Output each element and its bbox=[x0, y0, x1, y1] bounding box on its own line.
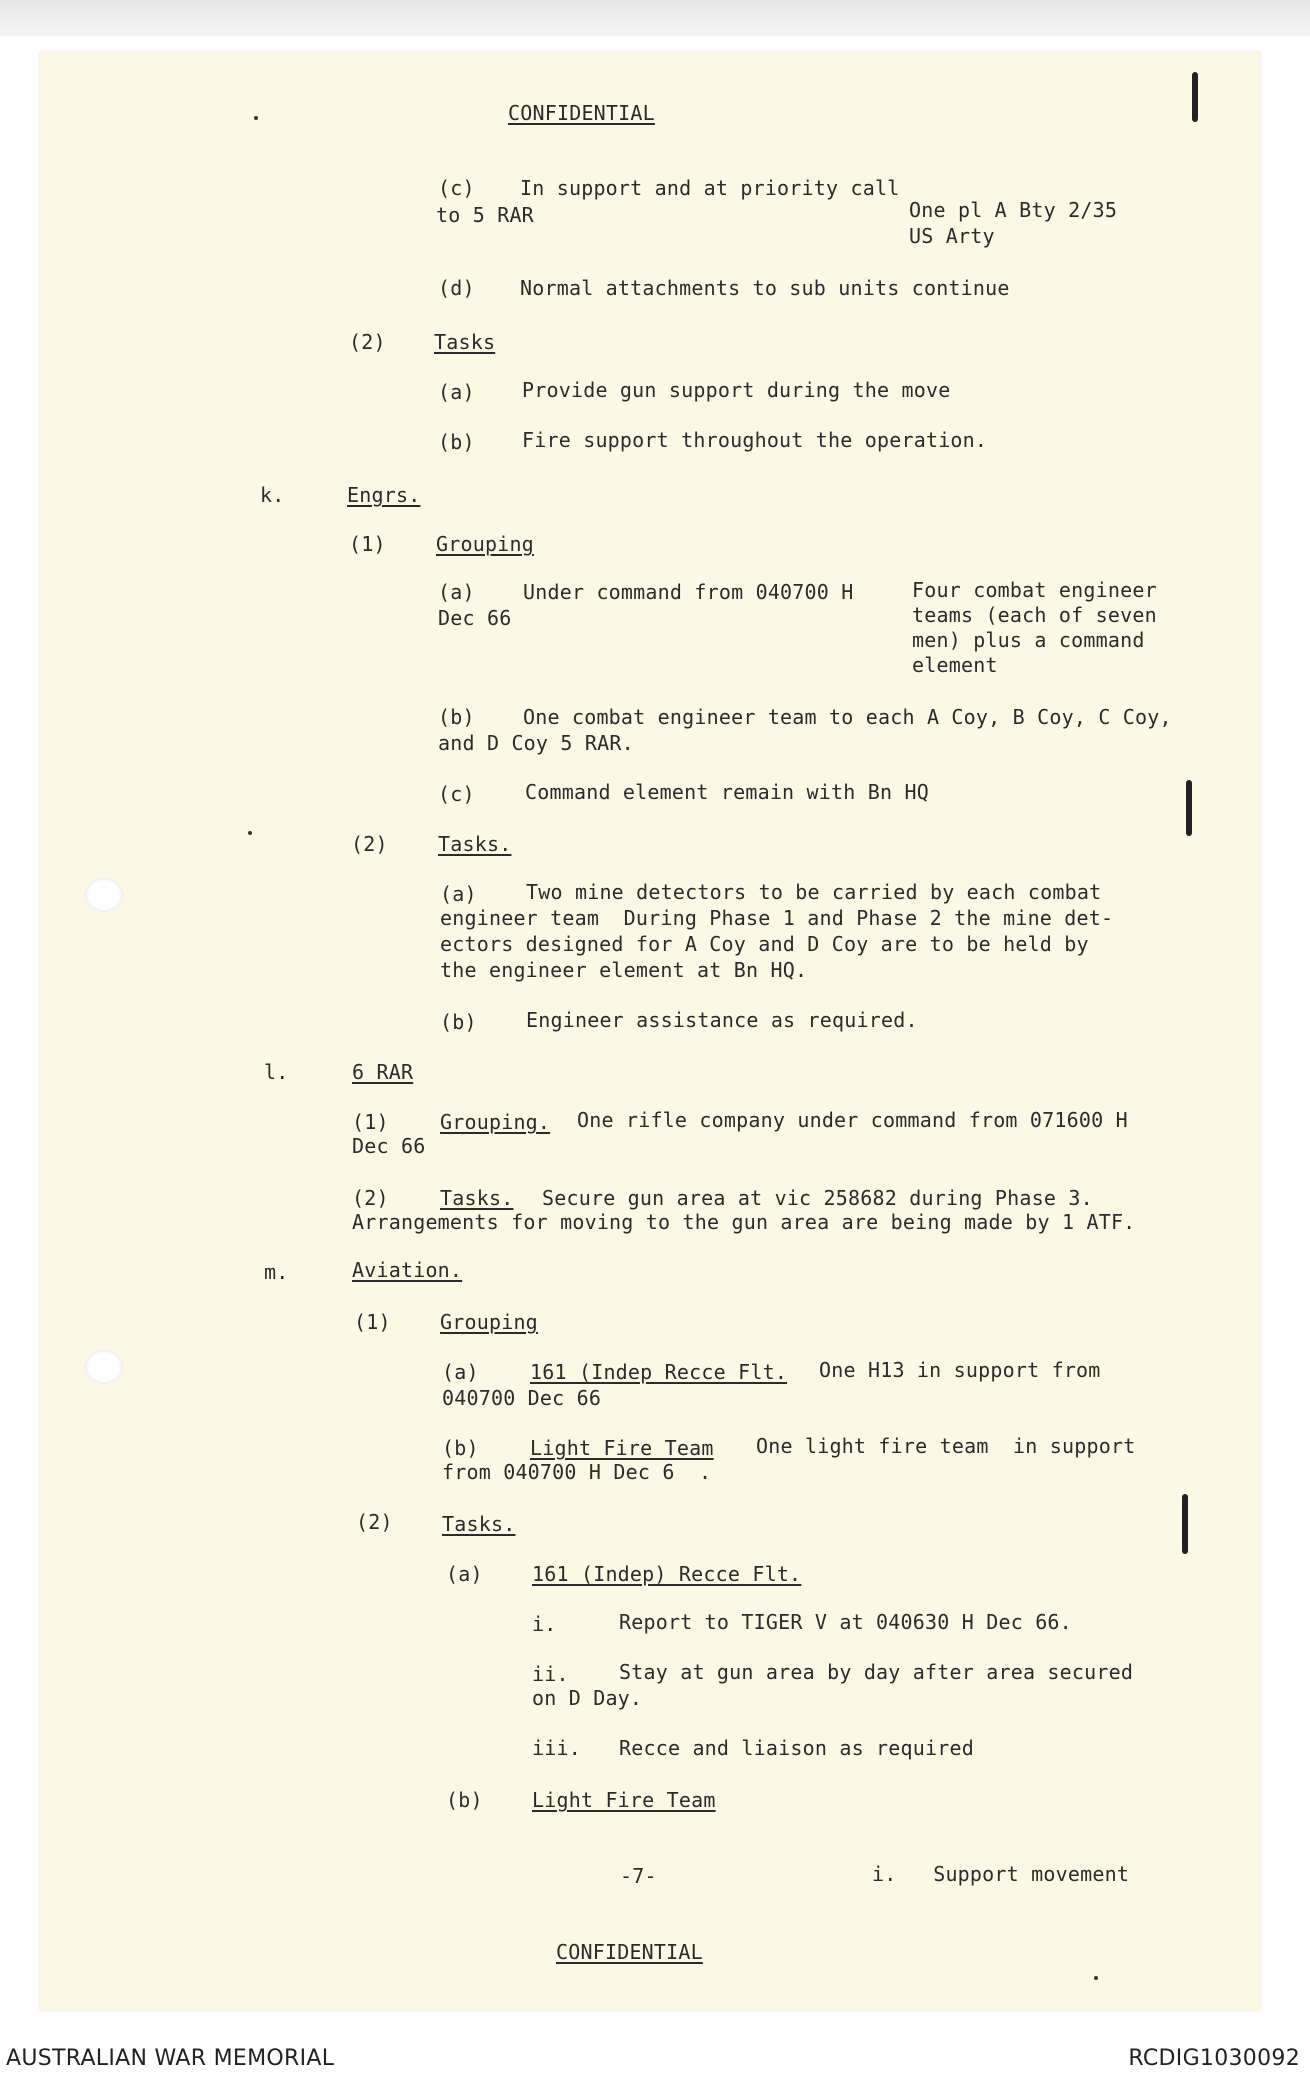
rar6-grouping-text-continued: Dec 66 bbox=[352, 1134, 426, 1158]
item-d-number: (d) bbox=[438, 276, 475, 300]
engrs-tasks-number: (2) bbox=[351, 832, 388, 856]
task-a-text: Provide gun support during the move bbox=[522, 378, 951, 402]
engrs-a-text-continued: Dec 66 bbox=[438, 606, 512, 630]
ink-mark bbox=[1192, 72, 1198, 122]
ink-dot bbox=[254, 116, 258, 120]
engrs-grouping-number: (1) bbox=[349, 532, 386, 556]
section-k-letter: k. bbox=[260, 483, 285, 507]
engrs-task-b-text: Engineer assistance as required. bbox=[526, 1008, 918, 1032]
scan-border bbox=[0, 0, 1310, 36]
aviation-a-text-continued: 040700 Dec 66 bbox=[442, 1386, 602, 1410]
aviation-a-number: (a) bbox=[442, 1360, 479, 1384]
engrs-b-number: (b) bbox=[438, 705, 475, 729]
section-l-letter: l. bbox=[264, 1060, 289, 1084]
item-c-number: (c) bbox=[438, 176, 475, 200]
engrs-a-text: Under command from 040700 H bbox=[523, 580, 854, 604]
rar6-tasks-text: Secure gun area at vic 258682 during Phase 3. bbox=[542, 1186, 1093, 1210]
item-d-text: Normal attachments to sub units continue bbox=[520, 276, 1010, 300]
engrs-task-a-number: (a) bbox=[440, 882, 477, 906]
task-a-number: (a) bbox=[438, 380, 475, 404]
section-m-title: Aviation. bbox=[352, 1258, 463, 1282]
archive-label: AUSTRALIAN WAR MEMORIAL bbox=[6, 2046, 335, 2071]
ink-dot bbox=[248, 831, 252, 835]
subitem-ii-text-continued: on D Day. bbox=[532, 1686, 643, 1710]
subitem-ii-number: ii. bbox=[532, 1662, 569, 1686]
engrs-task-a-text-4: the engineer element at Bn HQ. bbox=[440, 958, 808, 982]
tasks-heading: Tasks bbox=[434, 330, 496, 354]
task-b-number: (b) bbox=[438, 430, 475, 454]
archive-id: RCDIG1030092 bbox=[1128, 2046, 1300, 2071]
rar6-tasks-text-continued: Arrangements for moving to the gun area are being made by 1 ATF. bbox=[352, 1210, 1136, 1234]
subitem-ii-text: Stay at gun area by day after area secured bbox=[619, 1660, 1134, 1684]
rar6-grouping-text: One rifle company under command from 071600 H bbox=[577, 1108, 1128, 1132]
engrs-a-resource-2: teams (each of seven bbox=[912, 603, 1157, 627]
engrs-a-resource-4: element bbox=[912, 653, 998, 677]
aviation-task-a-number: (a) bbox=[446, 1562, 483, 1586]
aviation-b-heading: Light Fire Team bbox=[530, 1436, 714, 1460]
engrs-a-resource-3: men) plus a command bbox=[912, 628, 1145, 652]
item-c-resource-continued: US Arty bbox=[909, 224, 995, 248]
engrs-c-number: (c) bbox=[438, 782, 475, 806]
item-c-text: In support and at priority call bbox=[520, 176, 900, 200]
catchword: i. Support movement bbox=[872, 1862, 1130, 1886]
aviation-b-number: (b) bbox=[442, 1436, 479, 1460]
engrs-b-text-continued: and D Coy 5 RAR. bbox=[438, 731, 634, 755]
aviation-task-a-heading: 161 (Indep) Recce Flt. bbox=[532, 1562, 802, 1586]
ink-mark bbox=[1186, 780, 1192, 836]
item-c-text-continued: to 5 RAR bbox=[436, 203, 534, 227]
section-m-letter: m. bbox=[264, 1260, 289, 1284]
engrs-a-number: (a) bbox=[438, 580, 475, 604]
aviation-b-text-continued: from 040700 H Dec 6 . bbox=[442, 1460, 712, 1484]
aviation-grouping-number: (1) bbox=[354, 1310, 391, 1334]
aviation-a-heading: 161 (Indep Recce Flt. bbox=[530, 1360, 788, 1384]
rar6-tasks-heading: Tasks. bbox=[440, 1186, 514, 1210]
punch-hole-lower bbox=[85, 1350, 123, 1384]
subitem-iii-text: Recce and liaison as required bbox=[619, 1736, 974, 1760]
tasks-number: (2) bbox=[349, 330, 386, 354]
aviation-task-b-number: (b) bbox=[446, 1788, 483, 1812]
subitem-i-text: Report to TIGER V at 040630 H Dec 66. bbox=[619, 1610, 1072, 1634]
subitem-iii-number: iii. bbox=[532, 1736, 581, 1760]
rar6-grouping-number: (1) bbox=[352, 1110, 389, 1134]
ink-dot bbox=[1094, 1976, 1098, 1980]
engrs-c-text: Command element remain with Bn HQ bbox=[525, 780, 929, 804]
engrs-task-b-number: (b) bbox=[440, 1010, 477, 1034]
aviation-b-text: One light fire team in support bbox=[756, 1434, 1136, 1458]
confidential-footer: CONFIDENTIAL bbox=[556, 1940, 703, 1964]
engrs-tasks-heading: Tasks. bbox=[438, 832, 512, 856]
subitem-i-number: i. bbox=[532, 1612, 557, 1636]
rar6-tasks-number: (2) bbox=[352, 1186, 389, 1210]
engrs-grouping-heading: Grouping bbox=[436, 532, 534, 556]
task-b-text: Fire support throughout the operation. bbox=[522, 428, 988, 452]
rar6-grouping-heading: Grouping. bbox=[440, 1110, 551, 1134]
aviation-grouping-heading: Grouping bbox=[440, 1310, 538, 1334]
aviation-tasks-number: (2) bbox=[356, 1510, 393, 1534]
aviation-a-text: One H13 in support from bbox=[819, 1358, 1101, 1382]
section-l-title: 6 RAR bbox=[352, 1060, 414, 1084]
engrs-task-a-text: Two mine detectors to be carried by each combat bbox=[526, 880, 1102, 904]
section-k-title: Engrs. bbox=[347, 483, 421, 507]
aviation-task-b-heading: Light Fire Team bbox=[532, 1788, 716, 1812]
page-number: -7- bbox=[620, 1864, 657, 1888]
aviation-tasks-heading: Tasks. bbox=[442, 1512, 516, 1536]
engrs-b-text: One combat engineer team to each A Coy, B Coy, C Coy, bbox=[523, 705, 1172, 729]
engrs-task-a-text-3: ectors designed for A Coy and D Coy are to be held by bbox=[440, 932, 1089, 956]
engrs-a-resource-1: Four combat engineer bbox=[912, 578, 1157, 602]
engrs-task-a-text-2: engineer team During Phase 1 and Phase 2 the mine det- bbox=[440, 906, 1114, 930]
item-c-resource: One pl A Bty 2/35 bbox=[909, 198, 1118, 222]
punch-hole-upper bbox=[85, 878, 123, 912]
confidential-header: CONFIDENTIAL bbox=[508, 101, 655, 125]
ink-mark bbox=[1182, 1494, 1188, 1554]
